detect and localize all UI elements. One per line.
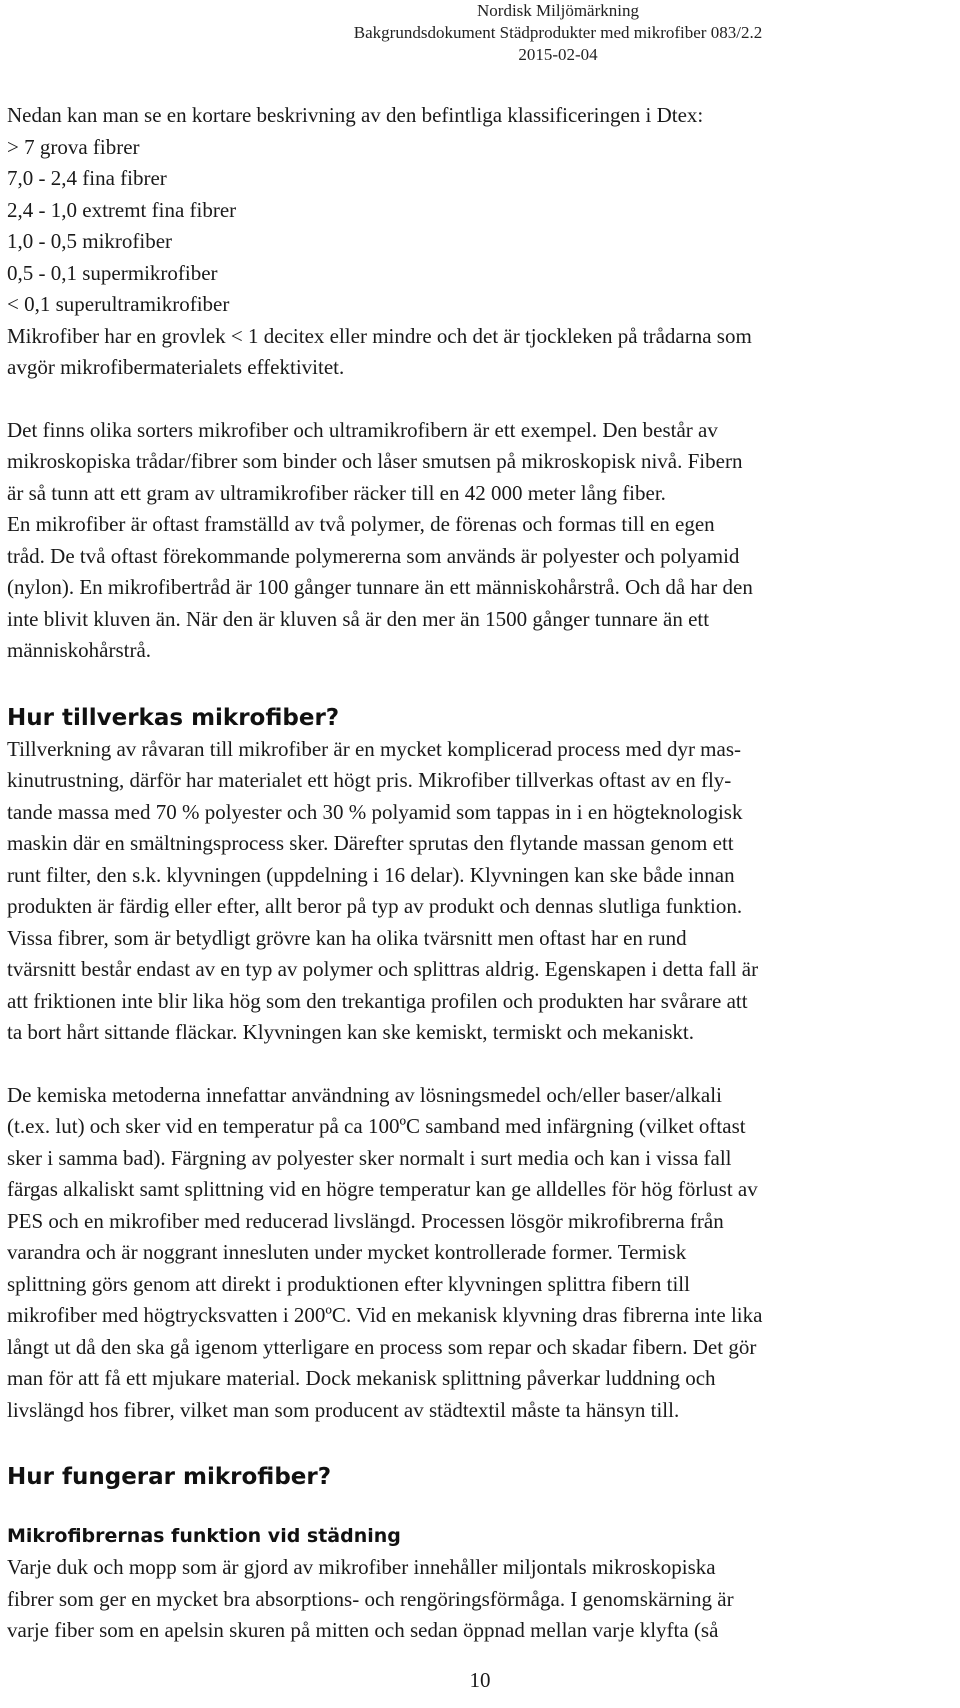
text-line: att friktionen inte blir lika hög som den trekantiga profilen och produkten har svårare att bbox=[7, 988, 748, 1013]
text-line: man för att få ett mjukare material. Dock mekanisk splittning påverkar luddning och bbox=[7, 1366, 716, 1390]
text-line: tvärsnitt består endast av en typ av polymer och splittras aldrig. Egenskapen i detta fall är bbox=[7, 957, 759, 981]
text-line: runt filter, den s.k. klyvningen (uppdelning i 16 delar). Klyvningen kan ske både innan bbox=[7, 862, 735, 887]
document-body bbox=[7, 100, 947, 1647]
subheading-cleaning-function: Mikrofibrernas funktion vid städning bbox=[7, 1525, 401, 1547]
text-line: (nylon). En mikrofibertråd är 100 gånger tunnare än ett människohårstrå. Och då har den bbox=[7, 575, 753, 599]
cleaning-function-paragraph bbox=[7, 1552, 947, 1647]
text-line: produkten är färdig eller efter, allt beror på typ av produkt och dennas slutliga funktion. bbox=[7, 894, 743, 918]
text-line: Det finns olika sorters mikrofiber och ultramikrofibern är ett exempel. Den består av bbox=[7, 417, 718, 442]
text-line: Nedan kan man se en kortare beskrivning av den befintliga klassificeringen i Dtex: bbox=[7, 103, 704, 127]
text-line: människohårstrå. bbox=[7, 638, 152, 662]
text-line: mikroskopiska trådar/fibrer som binder och låser smutsen på mikroskopisk nivå. Fibern bbox=[7, 449, 743, 473]
text-line: färgas alkaliskt samt splittning vid en högre temperatur kan ge alldelles för hög förlust av bbox=[7, 1177, 758, 1201]
header-organization: Nordisk Miljömärkning bbox=[477, 1, 639, 20]
text-line: ta bort hårt sittande fläckar. Klyvningen kan ske kemiskt, termiskt och mekaniskt. bbox=[7, 1020, 695, 1044]
text-line: varje fiber som en apelsin skuren på mitten och sedan öppnad mellan varje klyfta (så bbox=[7, 1618, 719, 1642]
header-date: 2015-02-04 bbox=[518, 45, 598, 64]
text-line: Mikrofiber har en grovlek < 1 decitex eller mindre och det är tjockleken på trådarna som bbox=[7, 323, 752, 348]
text-line: är så tunn att ett gram av ultramikrofiber räcker till en 42 000 meter lång fiber. bbox=[7, 480, 666, 505]
text-line: PES och en mikrofiber med reducerad livslängd. Processen lösgör mikrofibrerna från bbox=[7, 1208, 724, 1233]
text-line: 7,0 - 2,4 fina fibrer bbox=[7, 166, 167, 190]
text-line: splittning görs genom att direkt i produktionen efter klyvningen splittra fibern till bbox=[7, 1271, 690, 1296]
text-line: En mikrofiber är oftast framställd av två polymer, de förenas och formas till en egen bbox=[7, 512, 715, 536]
text-line: fibrer som ger en mycket bra absorptions- och rengöringsförmåga. I genomskärning är bbox=[7, 1586, 734, 1611]
text-line: < 0,1 superultramikrofiber bbox=[7, 292, 230, 316]
section-heading-manufacturing: Hur tillverkas mikrofiber? bbox=[7, 704, 340, 731]
chemical-methods-paragraph bbox=[7, 1080, 947, 1427]
text-line: Tillverkning av råvaran till mikrofiber är en mycket komplicerad process med dyr mas- bbox=[7, 736, 742, 761]
text-line: mikrofiber med högtrycksvatten i 200ºC. Vid en mekanisk klyvning dras fibrerna inte lika bbox=[7, 1303, 763, 1327]
text-line: kinutrustning, därför har materialet ett högt pris. Mikrofiber tillverkas oftast av en fly- bbox=[7, 768, 732, 792]
text-line: (t.ex. lut) och sker vid en temperatur på ca 100ºC samband med infärgning (vilket oftast bbox=[7, 1114, 746, 1138]
text-line: Vissa fibrer, som är betydligt grövre kan ha olika tvärsnitt men oftast har en rund bbox=[7, 925, 687, 950]
text-line: långt ut då den ska gå igenom ytterligare en process som repar och skadar fibern. Det gör bbox=[7, 1334, 757, 1359]
text-line: tråd. De två oftast förekommande polymererna som används är polyester och polyamid bbox=[7, 543, 740, 568]
text-line: livslängd hos fibrer, vilket man som producent av städtextil måste ta hänsyn till. bbox=[7, 1397, 680, 1422]
text-line: varandra och är noggrant innesluten under mycket kontrollerade former. Termisk bbox=[7, 1240, 687, 1264]
text-line: sker i samma bad). Färgning av polyester sker normalt i surt media och kan i vissa fall bbox=[7, 1145, 732, 1170]
text-line: > 7 grova fibrer bbox=[7, 134, 140, 159]
section-heading-function: Hur fungerar mikrofiber? bbox=[7, 1464, 332, 1490]
text-line: De kemiska metoderna innefattar användning av lösningsmedel och/eller baser/alkali bbox=[7, 1082, 722, 1107]
text-line: 2,4 - 1,0 extremt fina fibrer bbox=[7, 197, 237, 222]
text-line: Varje duk och mopp som är gjord av mikrofiber innehåller miljontals mikroskopiska bbox=[7, 1555, 716, 1579]
intro-paragraph bbox=[7, 100, 947, 384]
manufacturing-paragraph bbox=[7, 734, 947, 1049]
microfiber-types-paragraph bbox=[7, 415, 947, 667]
page-header bbox=[348, 0, 768, 66]
text-line: inte blivit kluven än. När den är kluven så är den mer än 1500 gånger tunnare än ett bbox=[7, 606, 710, 631]
text-line: avgör mikrofibermaterialets effektivitet. bbox=[7, 355, 345, 379]
text-line: maskin där en smältningsprocess sker. Därefter sprutas den flytande massan genom ett bbox=[7, 831, 734, 855]
page-number: 10 bbox=[469, 1668, 491, 1692]
text-line: 0,5 - 0,1 supermikrofiber bbox=[7, 260, 218, 285]
text-line: tande massa med 70 % polyester och 30 % polyamid som tappas in i en högteknologisk bbox=[7, 799, 743, 824]
text-line: 1,0 - 0,5 mikrofiber bbox=[7, 229, 173, 253]
header-document-title: Bakgrundsdokument Städprodukter med mikrofiber 083/2.2 bbox=[353, 23, 763, 42]
